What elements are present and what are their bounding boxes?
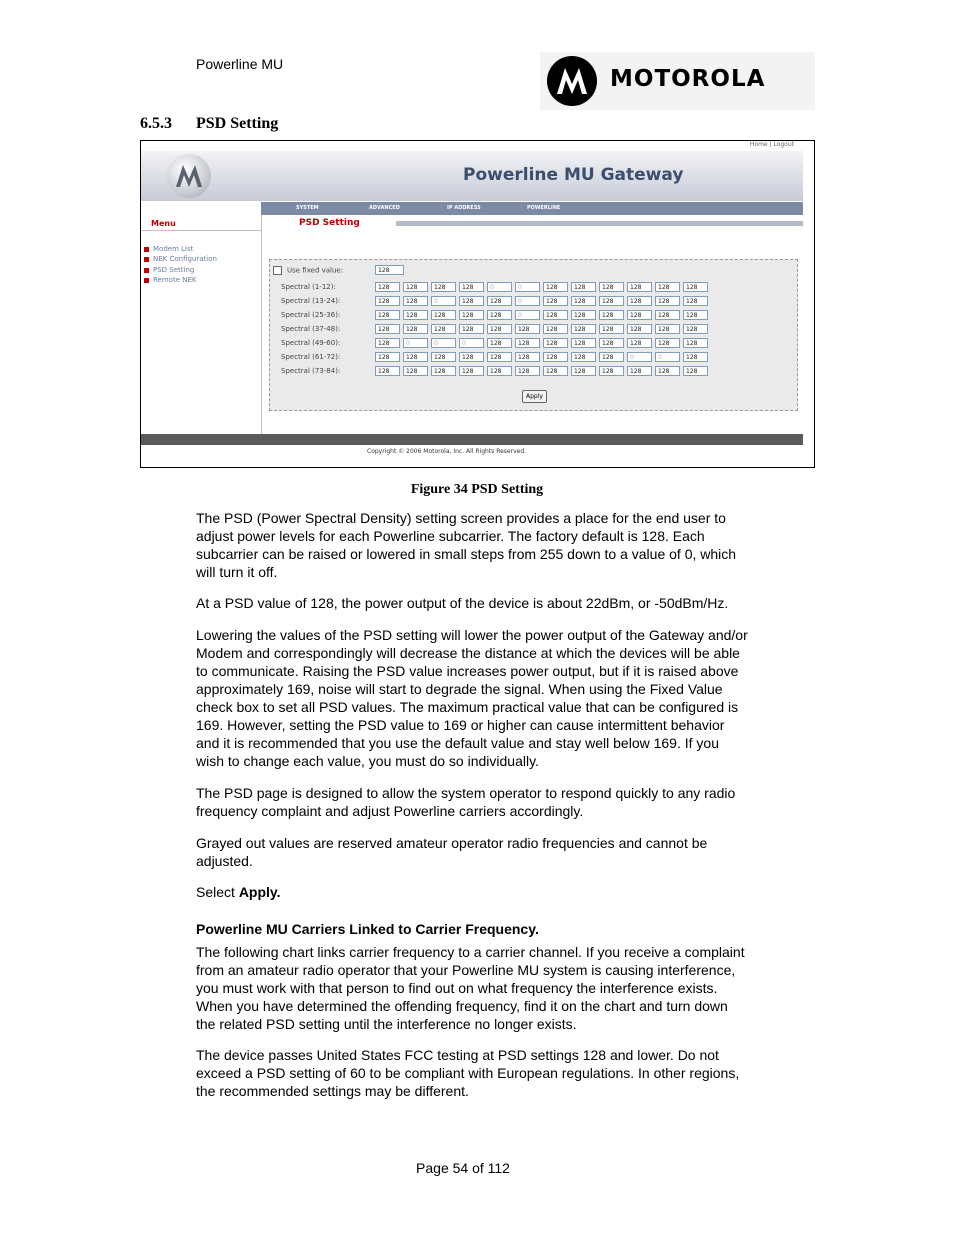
spectral-value-input[interactable]: 128 xyxy=(403,310,428,320)
spectral-value-input: 0 xyxy=(487,282,512,292)
paragraph-line: subcarrier can be raised or lowered in small steps from 255 down to a value of 0, which xyxy=(196,546,737,562)
use-fixed-value-row xyxy=(273,266,343,275)
page-title-bar xyxy=(396,221,803,226)
motorola-batwing-icon xyxy=(547,56,597,106)
spectral-value-input[interactable]: 128 xyxy=(627,296,652,306)
spectral-value-input[interactable]: 128 xyxy=(515,338,540,348)
paragraph-line: will turn it off. xyxy=(196,564,278,580)
paragraph-lowering xyxy=(196,626,816,770)
spectral-value-input[interactable]: 128 xyxy=(543,366,568,376)
spectral-value-input[interactable]: 128 xyxy=(459,324,484,334)
spectral-value-input[interactable]: 128 xyxy=(655,324,680,334)
paragraph-line: The device passes United States FCC testing at PSD settings 128 and lower. Do not xyxy=(196,1047,719,1063)
spectral-value-input: 0 xyxy=(403,338,428,348)
paragraph-line: Grayed out values are reserved amateur operator radio frequencies and cannot be xyxy=(196,835,708,851)
spectral-value-input: 0 xyxy=(431,296,456,306)
spectral-value-input[interactable]: 128 xyxy=(487,324,512,334)
spectral-row-label: Spectral (13-24): xyxy=(281,297,341,305)
sidebar-item-modem-list[interactable]: Modem List xyxy=(144,245,193,253)
nav-bar xyxy=(261,202,803,215)
paragraph-line: Lowering the values of the PSD setting will lower the power output of the Gateway and/or xyxy=(196,627,748,643)
spectral-value-input[interactable]: 128 xyxy=(459,366,484,376)
spectral-value-input[interactable]: 128 xyxy=(487,366,512,376)
paragraph-psd-128 xyxy=(196,594,816,612)
paragraph-line: The PSD page is designed to allow the system operator to respond quickly to any radio xyxy=(196,785,736,801)
spectral-value-input: 0 xyxy=(655,352,680,362)
spectral-value-input[interactable]: 128 xyxy=(375,366,400,376)
spectral-value-input[interactable]: 128 xyxy=(571,366,596,376)
spectral-value-input: 0 xyxy=(515,310,540,320)
spectral-value-input[interactable]: 128 xyxy=(599,338,624,348)
spectral-value-input[interactable]: 128 xyxy=(403,296,428,306)
page-number: Page 54 of 112 xyxy=(416,1160,510,1176)
motorola-m-logo-icon xyxy=(167,154,211,198)
menu-divider xyxy=(141,230,261,231)
spectral-value-input[interactable]: 128 xyxy=(655,282,680,292)
section-title: PSD Setting xyxy=(196,115,279,132)
banner-title: Powerline MU Gateway xyxy=(463,165,684,185)
paragraph-line: exceed a PSD setting of 60 to be compliant with European regulations. In other regions, xyxy=(196,1065,740,1081)
paragraph-psd-page xyxy=(196,784,816,820)
spectral-value-input[interactable]: 128 xyxy=(515,352,540,362)
paragraph-line: The PSD (Power Spectral Density) setting screen provides a place for the end user to xyxy=(196,510,726,526)
spectral-value-input[interactable]: 128 xyxy=(375,310,400,320)
psd-form-panel xyxy=(269,259,798,411)
paragraph-line: At a PSD value of 128, the power output of the device is about 22dBm, or -50dBm/Hz. xyxy=(196,595,729,611)
spectral-value-input[interactable]: 128 xyxy=(487,296,512,306)
paragraph-line: and it is recommended that you use the default value and stay well below 169. If you xyxy=(196,735,719,751)
paragraph-line: wish to change each value, you must do so individually. xyxy=(196,753,539,769)
paragraph-line: adjusted. xyxy=(196,853,253,869)
section-number: 6.5.3 xyxy=(140,115,172,132)
spectral-row-label: Spectral (1-12): xyxy=(281,283,336,291)
spectral-value-input[interactable]: 128 xyxy=(655,296,680,306)
paragraph-line: 169. However, setting the PSD value to 169 or higher can cause intermittent behavior xyxy=(196,717,725,733)
spectral-value-input[interactable]: 128 xyxy=(375,324,400,334)
paragraph-line: Modem and correspondingly will decrease the distance at which the devices will be able xyxy=(196,645,740,661)
spectral-value-input[interactable]: 128 xyxy=(403,352,428,362)
use-fixed-value-label: Use fixed value: xyxy=(287,266,344,275)
sidebar-item-nek-configuration[interactable]: NEK Configuration xyxy=(144,255,217,263)
subheading-carriers: Powerline MU Carriers Linked to Carrier Frequency. xyxy=(196,921,539,937)
spectral-value-input[interactable]: 128 xyxy=(683,282,708,292)
psd-setting-screenshot xyxy=(140,140,815,468)
spectral-value-input[interactable]: 128 xyxy=(375,282,400,292)
nav-system[interactable]: SYSTEM xyxy=(296,205,319,211)
spectral-value-input[interactable]: 128 xyxy=(375,352,400,362)
spectral-value-input[interactable]: 128 xyxy=(571,282,596,292)
spectral-value-input[interactable]: 128 xyxy=(431,310,456,320)
paragraph-line: frequency complaint and adjust Powerline carriers accordingly. xyxy=(196,803,584,819)
spectral-value-input: 0 xyxy=(515,296,540,306)
spectral-value-input[interactable]: 128 xyxy=(571,296,596,306)
sidebar-item-psd-setting[interactable]: PSD Setting xyxy=(144,266,194,274)
spectral-value-input[interactable]: 128 xyxy=(627,282,652,292)
spectral-value-input: 0 xyxy=(431,338,456,348)
spectral-value-input[interactable]: 128 xyxy=(403,282,428,292)
spectral-row-label: Spectral (61-72): xyxy=(281,353,341,361)
paragraph-fcc xyxy=(196,1046,816,1100)
spectral-value-input[interactable]: 128 xyxy=(487,352,512,362)
spectral-value-input[interactable]: 128 xyxy=(599,366,624,376)
spectral-value-input[interactable]: 128 xyxy=(459,282,484,292)
bullet-icon xyxy=(144,268,149,273)
apply-bold-text: Apply. xyxy=(238,884,281,900)
document-header-title: Powerline MU xyxy=(196,56,284,72)
spectral-value-input: 0 xyxy=(459,338,484,348)
nav-powerline[interactable]: POWERLINE xyxy=(527,205,561,211)
sidebar-menu xyxy=(141,215,262,435)
spectral-value-input[interactable]: 128 xyxy=(431,324,456,334)
spectral-value-input[interactable]: 128 xyxy=(683,324,708,334)
spectral-row-label: Spectral (49-60): xyxy=(281,339,341,347)
gateway-banner xyxy=(141,151,803,201)
spectral-value-input[interactable]: 128 xyxy=(655,310,680,320)
spectral-row-label: Spectral (25-36): xyxy=(281,311,341,319)
spectral-value-input[interactable]: 128 xyxy=(487,310,512,320)
spectral-value-input[interactable]: 128 xyxy=(543,296,568,306)
spectral-value-input[interactable]: 128 xyxy=(571,324,596,334)
paragraph-line: The following chart links carrier frequency to a carrier channel. If you receive a complaint xyxy=(196,944,745,960)
spectral-value-input[interactable]: 128 xyxy=(459,352,484,362)
spectral-value-input[interactable]: 128 xyxy=(431,366,456,376)
motorola-logo xyxy=(540,52,815,110)
paragraph-chart-links xyxy=(196,943,816,1033)
spectral-value-input[interactable]: 128 xyxy=(599,296,624,306)
paragraph-line: the recommended settings may be different. xyxy=(196,1083,469,1099)
page-title: PSD Setting xyxy=(299,218,360,228)
paragraph-line: to communicate. Raising the PSD value increases power output, but if it is raised above xyxy=(196,663,739,679)
footer-bar xyxy=(141,434,803,445)
bullet-icon xyxy=(144,247,149,252)
paragraph-line: approximately 169, noise will start to degrade the signal. When using the Fixed Value xyxy=(196,681,723,697)
spectral-value-input[interactable]: 128 xyxy=(683,310,708,320)
spectral-value-input[interactable]: 128 xyxy=(683,352,708,362)
spectral-value-input[interactable]: 128 xyxy=(375,296,400,306)
bullet-icon xyxy=(144,278,149,283)
paragraph-line: the related PSD setting until the interference no longer exists. xyxy=(196,1016,577,1032)
spectral-value-input: 0 xyxy=(627,352,652,362)
spectral-value-input[interactable]: 128 xyxy=(655,338,680,348)
spectral-value-input[interactable]: 128 xyxy=(459,310,484,320)
spectral-row-label: Spectral (73-84): xyxy=(281,367,341,375)
spectral-value-input[interactable]: 128 xyxy=(375,338,400,348)
paragraph-line: check box to set all PSD values. The maximum practical value that can be configured is xyxy=(196,699,739,715)
menu-title: Menu xyxy=(151,219,176,228)
spectral-value-input[interactable]: 128 xyxy=(459,296,484,306)
paragraph-line: When you have determined the offending frequency, find it on the chart and turn down xyxy=(196,998,728,1014)
motorola-wordmark: MOTOROLA xyxy=(610,66,766,92)
section-heading xyxy=(140,115,278,133)
spectral-value-input[interactable]: 128 xyxy=(627,338,652,348)
spectral-value-input[interactable]: 128 xyxy=(543,352,568,362)
select-apply-line: Select Apply. xyxy=(196,884,281,900)
fixed-value-input[interactable]: 128 xyxy=(375,265,404,275)
spectral-value-input[interactable]: 128 xyxy=(627,366,652,376)
nav-ip-address[interactable]: IP ADDRESS xyxy=(447,205,481,211)
figure-caption: Figure 34 PSD Setting xyxy=(410,482,544,497)
spectral-value-input[interactable]: 128 xyxy=(431,352,456,362)
spectral-value-input[interactable]: 128 xyxy=(599,310,624,320)
spectral-value-input[interactable]: 128 xyxy=(599,324,624,334)
spectral-value-input[interactable]: 128 xyxy=(571,338,596,348)
spectral-value-input[interactable]: 128 xyxy=(543,310,568,320)
use-fixed-value-checkbox[interactable] xyxy=(273,266,282,275)
spectral-value-input[interactable]: 128 xyxy=(431,282,456,292)
paragraph-line: adjust power levels for each Powerline subcarrier. The factory default is 128. Each xyxy=(196,528,705,544)
spectral-value-input[interactable]: 128 xyxy=(627,324,652,334)
paragraph-psd-intro xyxy=(196,509,816,581)
home-logout-links[interactable]: Home | Logout xyxy=(749,141,794,148)
spectral-value-input[interactable]: 128 xyxy=(403,366,428,376)
spectral-value-input[interactable]: 128 xyxy=(655,366,680,376)
spectral-value-input[interactable]: 128 xyxy=(543,282,568,292)
nav-advanced[interactable]: ADVANCED xyxy=(369,205,400,211)
spectral-value-input[interactable]: 128 xyxy=(599,352,624,362)
spectral-value-input[interactable]: 128 xyxy=(543,338,568,348)
spectral-value-input[interactable]: 128 xyxy=(515,366,540,376)
bullet-icon xyxy=(144,257,149,262)
copyright-text: Copyright © 2006 Motorola, Inc. All Rights Reserved. xyxy=(367,448,527,455)
paragraph-grayed xyxy=(196,834,816,870)
spectral-value-input[interactable]: 128 xyxy=(571,310,596,320)
spectral-value-input[interactable]: 128 xyxy=(571,352,596,362)
sidebar-item-remote-nek[interactable]: Remote NEK xyxy=(144,276,196,284)
spectral-value-input[interactable]: 128 xyxy=(403,324,428,334)
spectral-value-input[interactable]: 128 xyxy=(683,296,708,306)
apply-button[interactable]: Apply xyxy=(522,390,547,403)
spectral-value-input[interactable]: 128 xyxy=(627,310,652,320)
paragraph-line: you must work with that person to find out on what frequency the interference exists. xyxy=(196,980,718,996)
spectral-value-input[interactable]: 128 xyxy=(543,324,568,334)
spectral-value-input[interactable]: 128 xyxy=(487,338,512,348)
spectral-value-input[interactable]: 128 xyxy=(683,366,708,376)
spectral-row-label: Spectral (37-48): xyxy=(281,325,341,333)
spectral-value-input[interactable]: 128 xyxy=(515,324,540,334)
paragraph-line: from an amateur radio operator that your Powerline MU system is causing interference, xyxy=(196,962,736,978)
spectral-value-input[interactable]: 128 xyxy=(683,338,708,348)
spectral-value-input: 0 xyxy=(515,282,540,292)
spectral-value-input[interactable]: 128 xyxy=(599,282,624,292)
